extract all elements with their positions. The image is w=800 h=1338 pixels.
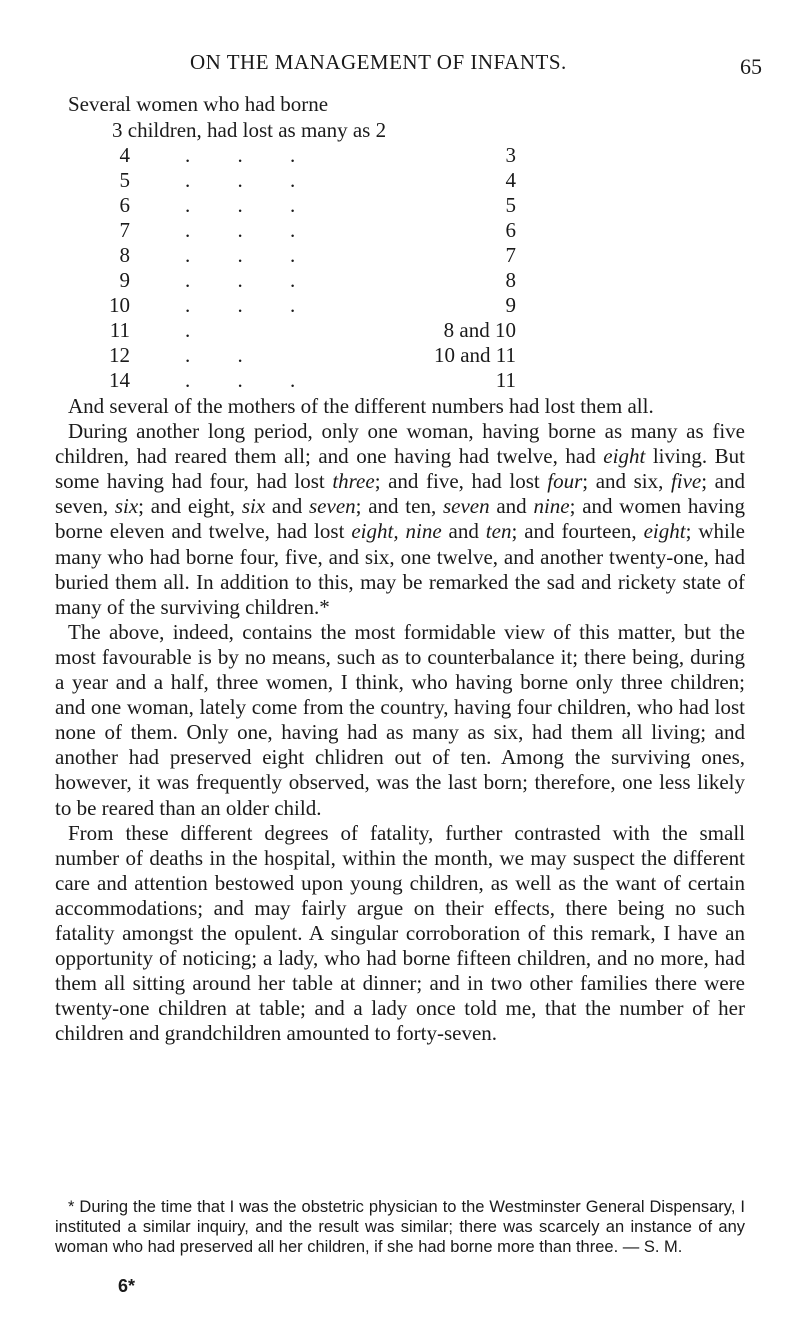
footnote [55,1197,745,1257]
children-lost-cell: 3 [505,143,516,167]
leader-dots: . . . [185,368,296,392]
paragraph: The above, indeed, contains the most formidable view of this matter, but the most favourable is by no means, such as to counterbalance it; there being, during a year and a half, three women, I think, who having borne only three children; and one woman, lately come from the country, having four children, who had lost none of them. Only one, having had as many as six, had them all living; and another had preserved eight chlidren out of ten. Among the surviving ones, however, it was frequently observed, was the last born; therefore, one less likely to be reared than an older child. [55,619,745,820]
children-borne-cell: 11 [109,318,130,342]
children-borne-cell: 14 [109,368,130,392]
children-lost-cell: 9 [505,293,516,317]
table-row [0,243,800,267]
children-borne-cell: 10 [109,293,130,317]
body-text [55,394,745,1046]
signature-mark: 6* [118,1276,136,1296]
table-row [0,318,800,342]
children-borne-cell: 9 [119,268,130,292]
table-row [0,268,800,292]
table-row [0,218,800,242]
table-row [0,293,800,317]
table-row [0,143,800,167]
table-row [0,368,800,392]
leader-dots: . . . [185,243,296,267]
table-first-row: 3 children, had lost as many as 2 [112,118,387,142]
paragraph: From these different degrees of fatality, further contrasted with the small number of deaths in the hospital, within the month, we may suspect the different care and attention bestowed upon young children, as well as the want of certain accommodations; and may fairly argue on their effects, there being no such fatality amongst the opulent. A singular corroboration of this remark, I have an opportunity of noticing; a lady, who had borne fifteen children, and no more, had them all sitting around her table at dinner; and in two other families there were twenty-one children at table; and a lady once told me, that the number of her children and grandchildren amounted to forty-seven. [55,820,745,1046]
children-borne-cell: 6 [119,193,130,217]
table-intro: Several women who had borne [68,92,329,116]
leader-dots: . . . [185,168,296,192]
running-head [0,50,800,80]
children-borne-cell: 8 [119,243,130,267]
children-borne-cell: 12 [109,343,130,367]
table-row [0,343,800,367]
paragraph: During another long period, only one woman, having borne as many as five children, had reared them all; and one having had twelve, had eight living. But some having had four, had lost three; and five, had lost four; and six, five; and seven, six; and eight, six and seven; and ten, seven and nine; and women having borne eleven and twelve, had lost eight, nine and ten; and fourteen, eight; while many who had borne four, five, and six, one twelve, and another twenty-one, had buried them all. In addition to this, may be remarked the sad and rickety state of many of the surviving children.* [55,419,746,619]
leader-dots: . . . [185,218,296,242]
leader-dots: . [185,318,191,342]
children-borne-cell: 7 [119,218,130,242]
children-lost-cell: 8 and 10 [443,318,516,342]
leader-dots: . . . [185,293,296,317]
children-lost-cell: 7 [505,243,516,267]
table-row [0,193,800,217]
paragraph: And several of the mothers of the different numbers had lost them all. [68,394,654,418]
children-lost-cell: 11 [495,368,516,392]
table-row [0,168,800,192]
children-borne-cell: 4 [119,143,130,167]
footnote-text: * During the time that I was the obstetric physician to the Westminster General Dispensary, I instituted a similar inquiry, and the result was similar; there was scarcely an instance of any woman who had preserved all her children, if she had borne more than three. — S. M. [55,1198,745,1256]
leader-dots: . . . [185,268,296,292]
leader-dots: . . [185,343,243,367]
page-number: 65 [740,54,762,79]
children-borne-cell: 5 [119,168,130,192]
children-lost-cell: 10 and 11 [433,343,516,367]
children-lost-cell: 5 [505,193,516,217]
running-title: ON THE MANAGEMENT OF INFANTS. [190,50,567,74]
leader-dots: . . . [185,143,296,167]
children-lost-cell: 8 [505,268,516,292]
children-lost-cell: 6 [505,218,516,242]
table-row [0,118,800,142]
children-lost-cell: 4 [505,168,516,192]
leader-dots: . . . [185,193,296,217]
